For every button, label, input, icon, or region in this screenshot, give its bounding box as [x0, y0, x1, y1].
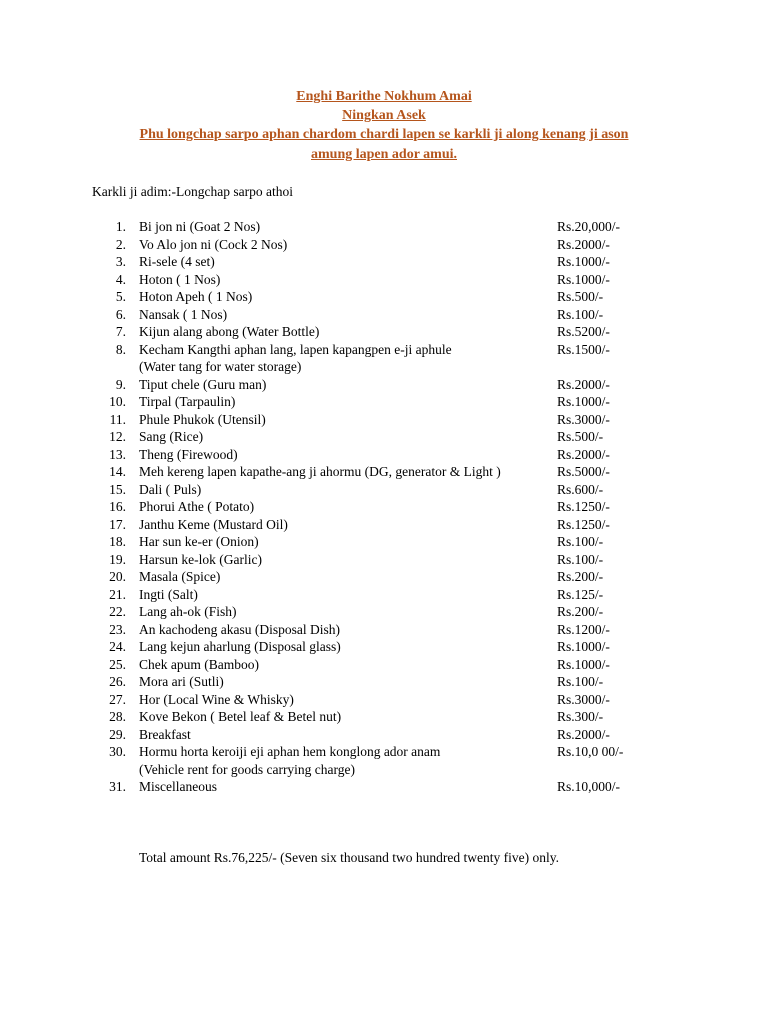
item-description — [139, 516, 549, 534]
item-number: 2. — [115, 236, 126, 252]
item-description-subline: (Water tang for water storage) — [139, 359, 302, 374]
item-description — [139, 446, 549, 464]
item-description-line: Lang ah-ok (Fish) — [139, 604, 237, 619]
list-item — [0, 516, 768, 534]
item-description — [139, 341, 549, 376]
list-item — [0, 271, 768, 289]
item-description — [139, 271, 549, 289]
list-item — [0, 603, 768, 621]
item-description-line: Phorui Athe ( Potato) — [139, 499, 255, 514]
item-amount: Rs.500/- — [557, 429, 604, 444]
item-number: 14. — [109, 464, 126, 479]
item-number: 6. — [115, 306, 126, 322]
list-item — [0, 621, 768, 639]
item-number: 17. — [109, 516, 126, 532]
item-description — [139, 621, 549, 639]
item-amount: Rs.100/- — [557, 551, 604, 567]
document-title: Enghi Barithe Nokhum Amai — [296, 89, 472, 104]
document-heading-line-4: amung lapen ador amui. — [311, 147, 457, 162]
item-description — [139, 726, 549, 744]
list-item — [0, 533, 768, 551]
item-description — [139, 323, 549, 341]
item-description-line: Theng (Firewood) — [139, 446, 238, 462]
item-description — [139, 673, 549, 691]
list-item — [0, 428, 768, 446]
item-number: 21. — [109, 586, 126, 602]
item-description — [139, 603, 549, 621]
item-number: 29. — [109, 726, 126, 742]
item-number: 22. — [109, 604, 126, 619]
item-number: 25. — [109, 656, 126, 672]
total-amount-text: Total amount Rs.76,225/- (Seven six thousand two hundred twenty five) only. — [139, 850, 559, 865]
item-number: 20. — [109, 569, 126, 584]
list-item — [0, 568, 768, 586]
item-description — [139, 428, 549, 446]
item-number: 31. — [109, 779, 126, 794]
item-list — [0, 218, 768, 796]
item-description — [139, 533, 549, 551]
list-item — [0, 778, 768, 796]
item-description-line: Breakfast — [139, 726, 191, 742]
item-number: 27. — [109, 691, 126, 707]
item-amount: Rs.1250/- — [557, 499, 610, 514]
list-item — [0, 393, 768, 411]
list-item — [0, 341, 768, 376]
item-description — [139, 481, 549, 499]
list-item — [0, 691, 768, 709]
item-description — [139, 411, 549, 429]
item-description-line: Hoton ( 1 Nos) — [139, 271, 221, 287]
item-description-line: Harsun ke-lok (Garlic) — [139, 551, 262, 567]
item-description-line: Dali ( Puls) — [139, 481, 202, 497]
item-number: 26. — [109, 674, 126, 689]
item-description — [139, 393, 549, 411]
item-description-line: Chek apum (Bamboo) — [139, 656, 259, 672]
item-amount: Rs.1000/- — [557, 394, 610, 409]
item-amount: Rs.1200/- — [557, 621, 610, 637]
item-description — [139, 656, 549, 674]
item-number: 9. — [115, 376, 126, 392]
item-number: 10. — [109, 394, 126, 409]
item-number: 15. — [109, 481, 126, 497]
list-item — [0, 481, 768, 499]
item-description — [139, 551, 549, 569]
list-item — [0, 253, 768, 271]
document-subtitle: Ningkan Asek — [342, 108, 426, 123]
item-description — [139, 306, 549, 324]
item-amount: Rs.20,000/- — [557, 219, 621, 234]
list-item — [0, 288, 768, 306]
item-number: 18. — [109, 534, 126, 549]
item-description-line: Bi jon ni (Goat 2 Nos) — [139, 219, 261, 234]
item-number: 7. — [115, 324, 126, 339]
item-description-line: Sang (Rice) — [139, 429, 204, 444]
item-description — [139, 638, 549, 656]
item-amount: Rs.5200/- — [557, 324, 610, 339]
item-amount: Rs.300/- — [557, 709, 604, 724]
item-description — [139, 568, 549, 586]
item-description-line: Hormu horta keroiji eji aphan hem konglong ador anam — [139, 744, 441, 759]
item-number: 30. — [109, 744, 126, 759]
item-description-line: Ri-sele (4 set) — [139, 254, 215, 269]
item-amount: Rs.100/- — [557, 534, 604, 549]
item-description-line: Phule Phukok (Utensil) — [139, 411, 266, 427]
list-item — [0, 323, 768, 341]
item-description-subline: (Vehicle rent for goods carrying charge) — [139, 761, 356, 777]
list-item — [0, 306, 768, 324]
item-number: 16. — [109, 499, 126, 514]
item-description — [139, 708, 549, 726]
item-number: 28. — [109, 709, 126, 724]
list-item — [0, 218, 768, 236]
item-description-line: Lang kejun aharlung (Disposal glass) — [139, 639, 341, 654]
item-amount: Rs.3000/- — [557, 691, 610, 707]
item-amount: Rs.2000/- — [557, 236, 610, 252]
item-number: 13. — [109, 446, 126, 462]
item-amount: Rs.1000/- — [557, 271, 610, 287]
item-number: 1. — [115, 219, 126, 234]
item-number: 24. — [109, 639, 126, 654]
item-amount: Rs.5000/- — [557, 464, 610, 479]
item-amount: Rs.2000/- — [557, 446, 610, 462]
item-description-line: Nansak ( 1 Nos) — [139, 306, 228, 322]
list-item — [0, 498, 768, 516]
item-amount: Rs.100/- — [557, 306, 604, 322]
item-description — [139, 376, 549, 394]
item-amount: Rs.200/- — [557, 604, 604, 619]
item-description-line: Vo Alo jon ni (Cock 2 Nos) — [139, 236, 288, 252]
document-heading-line-3: Phu longchap sarpo aphan chardom chardi lapen se karkli ji along kenang ji ason — [139, 127, 629, 142]
item-description-line: Kove Bekon ( Betel leaf & Betel nut) — [139, 709, 342, 724]
item-description — [139, 218, 549, 236]
item-description-line: Miscellaneous — [139, 779, 217, 794]
item-description-line: Tirpal (Tarpaulin) — [139, 394, 236, 409]
list-item — [0, 446, 768, 464]
item-amount: Rs.500/- — [557, 289, 604, 304]
list-item — [0, 551, 768, 569]
item-description-line: Kijun alang abong (Water Bottle) — [139, 324, 320, 339]
item-amount: Rs.600/- — [557, 481, 604, 497]
item-number: 11. — [109, 411, 126, 427]
list-item — [0, 673, 768, 691]
item-description — [139, 498, 549, 516]
item-description-line: Har sun ke-er (Onion) — [139, 534, 259, 549]
list-item — [0, 463, 768, 481]
list-item — [0, 743, 768, 778]
item-description-line: Janthu Keme (Mustard Oil) — [139, 516, 288, 532]
item-description — [139, 236, 549, 254]
item-amount: Rs.1250/- — [557, 516, 610, 532]
item-description — [139, 586, 549, 604]
item-description-line: Masala (Spice) — [139, 569, 221, 584]
item-description-line: Hoton Apeh ( 1 Nos) — [139, 289, 253, 304]
item-description-line: Kecham Kangthi aphan lang, lapen kapangpen e-ji aphule — [139, 341, 452, 357]
list-item — [0, 638, 768, 656]
item-description — [139, 691, 549, 709]
item-amount: Rs.2000/- — [557, 726, 610, 742]
item-number: 3. — [115, 254, 126, 269]
item-description-line: Hor (Local Wine & Whisky) — [139, 691, 294, 707]
list-item — [0, 376, 768, 394]
item-description-line: An kachodeng akasu (Disposal Dish) — [139, 621, 340, 637]
item-number: 8. — [115, 341, 126, 357]
item-description — [139, 778, 549, 796]
list-item — [0, 656, 768, 674]
item-description — [139, 463, 549, 481]
list-item — [0, 236, 768, 254]
item-amount: Rs.100/- — [557, 674, 604, 689]
item-amount: Rs.1000/- — [557, 639, 610, 654]
list-item — [0, 586, 768, 604]
list-item — [0, 411, 768, 429]
item-amount: Rs.10,0 00/- — [557, 744, 624, 759]
item-description-line: Tiput chele (Guru man) — [139, 376, 267, 392]
item-amount: Rs.200/- — [557, 569, 604, 584]
item-number: 12. — [109, 429, 126, 444]
item-number: 5. — [115, 289, 126, 304]
item-amount: Rs.1000/- — [557, 656, 610, 672]
item-number: 23. — [109, 621, 126, 637]
item-description — [139, 288, 549, 306]
intro-text: Karkli ji adim:-Longchap sarpo athoi — [92, 184, 293, 199]
item-amount: Rs.3000/- — [557, 411, 610, 427]
item-number: 19. — [109, 551, 126, 567]
item-amount: Rs.2000/- — [557, 376, 610, 392]
item-description — [139, 743, 549, 778]
item-description-line: Ingti (Salt) — [139, 586, 198, 602]
item-description — [139, 253, 549, 271]
item-description-line: Meh kereng lapen kapathe-ang ji ahormu (DG, generator & Light ) — [139, 464, 501, 479]
item-amount: Rs.10,000/- — [557, 779, 621, 794]
item-description-line: Mora ari (Sutli) — [139, 674, 224, 689]
item-amount: Rs.1500/- — [557, 341, 610, 357]
list-item — [0, 726, 768, 744]
list-item — [0, 708, 768, 726]
item-amount: Rs.1000/- — [557, 254, 610, 269]
item-number: 4. — [115, 271, 126, 287]
item-amount: Rs.125/- — [557, 586, 604, 602]
